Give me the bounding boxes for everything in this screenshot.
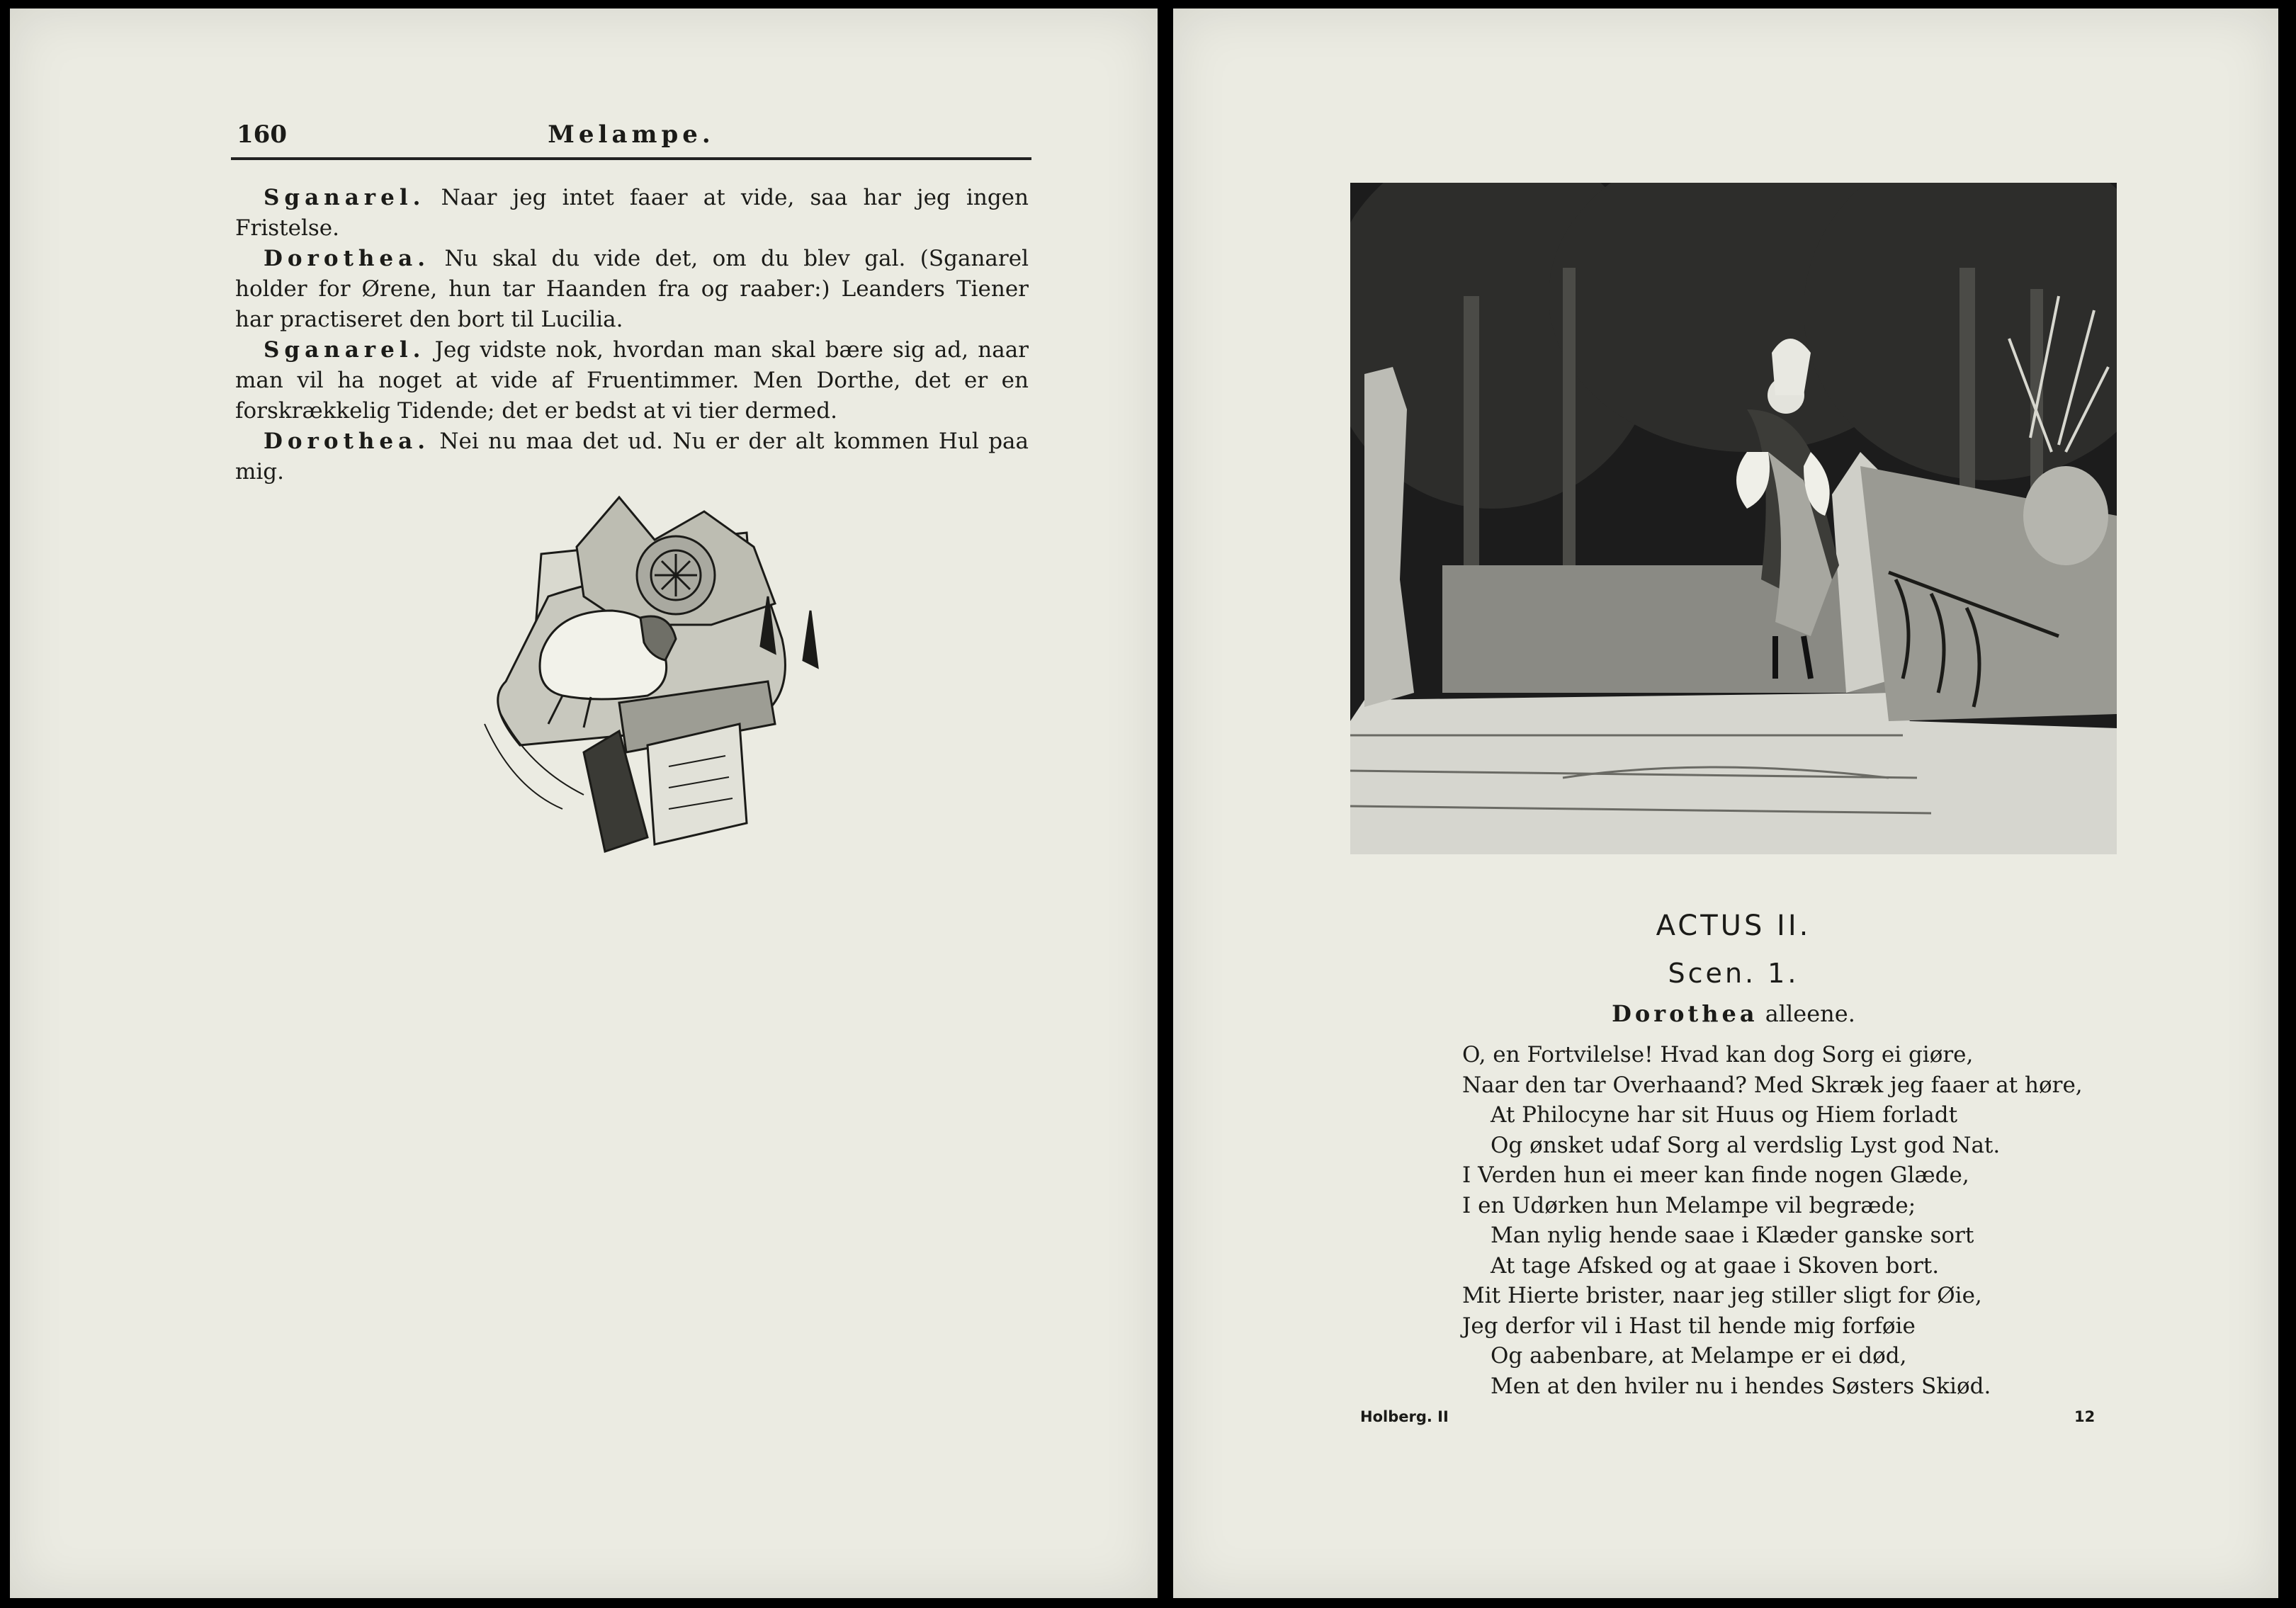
left-page — [10, 9, 1158, 1598]
speaker-name: Sganarel. — [264, 337, 426, 363]
act-title: ACTUS II. — [1656, 910, 1811, 942]
dialogue-line — [235, 183, 1029, 244]
speech-text: Nu skal du vide det, om du blev gal. (Sganarel holder for Ørene, hun tar Haanden fra og raaber:) Leanders Tiener har practiseret den bort til Lucilia. — [235, 246, 1029, 332]
speaker-name: Sganarel. — [264, 185, 426, 210]
verse-block — [1462, 1040, 2100, 1401]
speaker-name: Dorothea. — [264, 429, 431, 454]
printer-signature: Holberg. II — [1360, 1408, 1449, 1425]
verse-line: O, en Fortvilelse! Hvad kan dog Sorg ei giøre, — [1462, 1042, 1974, 1068]
verse-line: Naar den tar Overhaand? Med Skræk jeg faaer at høre, — [1462, 1072, 2083, 1098]
speaker-name: Dorothea. — [264, 246, 431, 271]
dialogue-line — [235, 244, 1029, 335]
verse-line: I en Udørken hun Melampe vil begræde; — [1462, 1192, 1916, 1218]
stage-note: alleene. — [1758, 1000, 1855, 1027]
dialogue-block — [235, 183, 1029, 487]
running-head — [231, 115, 1031, 160]
garden-scene-plate — [1350, 183, 2117, 854]
dialogue-line — [235, 335, 1029, 426]
verse-line: Mit Hierte brister, naar jeg stiller sligt for Øie, — [1462, 1283, 1982, 1308]
speech-text: Naar jeg intet faaer at vide, saa har jeg ingen Fristelse. — [235, 185, 1029, 241]
verse-line: Men at den hviler nu i hendes Søsters Skiød. — [1491, 1373, 1991, 1399]
dog-on-cushions-illustration — [442, 469, 839, 866]
page-number: 160 — [237, 120, 287, 149]
right-page — [1173, 9, 2278, 1598]
running-title: Melampe. — [548, 120, 715, 149]
scene-title: Scen. 1. — [1668, 958, 1799, 989]
verse-line: Jeg derfor vil i Hast til hende mig forføie — [1462, 1313, 1916, 1339]
verse-line: I Verden hun ei meer kan finde nogen Glæde, — [1462, 1162, 1969, 1188]
scene-cast — [1350, 1000, 2117, 1027]
speech-text: Jeg vidste nok, hvordan man skal bære sig ad, naar man vil ha noget at vide af Fruentimmer. Men Dorthe, det er en forskrækkelig Tidende; det er bedst at vi tier dermed. — [235, 337, 1029, 424]
verse-line: At tage Afsked og at gaae i Skoven bort. — [1491, 1252, 1940, 1279]
verse-line: Og aabenbare, at Melampe er ei død, — [1491, 1343, 1907, 1369]
verse-line: Man nylig hende saae i Klæder ganske sort — [1491, 1223, 1974, 1248]
verse-line: At Philocyne har sit Huus og Hiem forladt — [1491, 1102, 1958, 1128]
speech-text: Nei nu maa det ud. Nu er der alt kommen Hul paa mig. — [235, 429, 1029, 485]
speaker-name: Dorothea — [1612, 1000, 1758, 1027]
sheet-number: 12 — [2074, 1408, 2096, 1425]
verse-line: Og ønsket udaf Sorg al verdslig Lyst god Nat. — [1491, 1132, 2001, 1158]
